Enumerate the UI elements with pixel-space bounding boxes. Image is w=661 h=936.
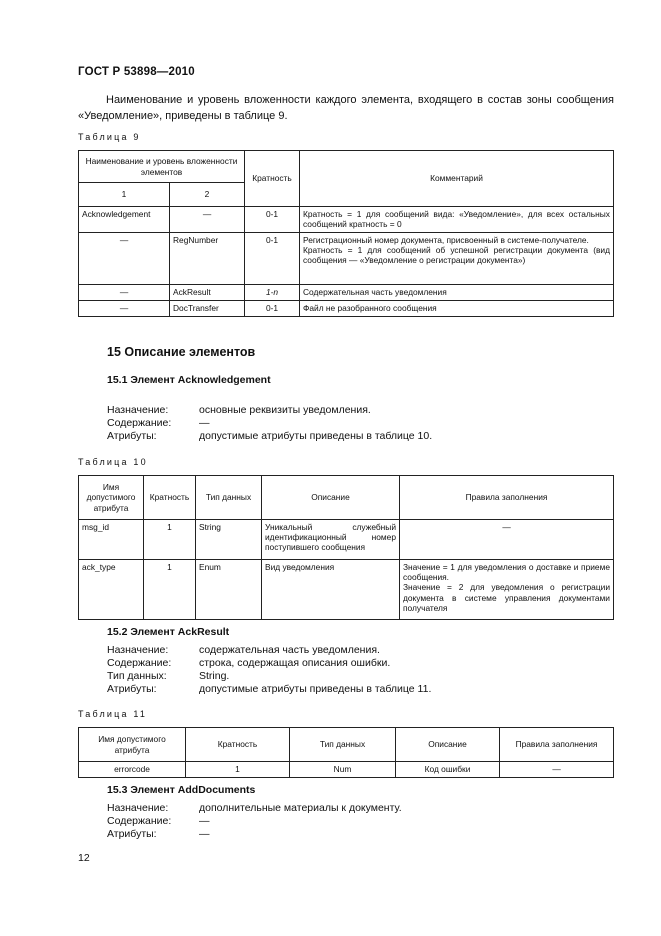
table-row [79, 520, 614, 560]
field-row [107, 417, 210, 430]
table10-rule-line: Значение = 2 для уведомления о регистрации документа в системе управления документами получателя [403, 582, 610, 613]
table9-cell: — [79, 233, 170, 285]
content-label: Содержание: [107, 657, 172, 669]
table10-head-mult: Кратность [144, 476, 196, 520]
attrs-label: Атрибуты: [107, 828, 157, 840]
table9-head-col1: 1 [79, 183, 170, 207]
table9-cell: Файл не разобранного сообщения [300, 301, 614, 317]
table10-caption: Таблица 10 [78, 457, 148, 467]
table10-cell: msg_id [79, 520, 144, 560]
table9-cell: Acknowledgement [79, 207, 170, 233]
purpose-value: содержательная часть уведомления. [199, 644, 380, 656]
table9-comment-line: Регистрационный номер документа, присвоенный в системе-получателе. [303, 235, 589, 245]
table11-cell: — [500, 762, 614, 778]
table10-cell: 1 [144, 560, 196, 620]
content-value: — [199, 417, 210, 429]
table9-cell: — [170, 207, 245, 233]
table9-cell: — [79, 285, 170, 301]
table9-cell: AckResult [170, 285, 245, 301]
table10-cell: String [196, 520, 262, 560]
table-row [79, 301, 614, 317]
table11-head-name: Имя допустимого атрибута [79, 728, 186, 762]
content-value: строка, содержащая описания ошибки. [199, 657, 391, 669]
section-title: 15 Описание элементов [107, 345, 256, 359]
attrs-value: допустимые атрибуты приведены в таблице 11. [199, 683, 432, 695]
table9-cell: RegNumber [170, 233, 245, 285]
table10-cell: ack_type [79, 560, 144, 620]
table11-caption: Таблица 11 [78, 709, 148, 719]
field-row [107, 657, 390, 670]
intro-paragraph: Наименование и уровень вложенности каждого элемента, входящего в состав зоны сообщения «Уведомление», приведены в таблице 9. [78, 94, 614, 122]
table9-cell: 0-1 [245, 207, 300, 233]
purpose-label: Назначение: [107, 802, 169, 814]
table10-cell: Enum [196, 560, 262, 620]
content-value: — [199, 815, 210, 827]
table-row [79, 233, 614, 285]
table11-head-type: Тип данных [290, 728, 396, 762]
table9-head-col2: 2 [170, 183, 245, 207]
table11-cell: Num [290, 762, 396, 778]
content-label: Содержание: [107, 815, 172, 827]
table11 [78, 727, 614, 778]
table10-cell: 1 [144, 520, 196, 560]
attrs-label: Атрибуты: [107, 430, 157, 442]
table9-cell: Содержательная часть уведомления [300, 285, 614, 301]
subsection-15-2-title: 15.2 Элемент AckResult [107, 626, 230, 638]
table10 [78, 475, 614, 620]
page-number: 12 [78, 852, 90, 864]
table9-head-name-level: Наименование и уровень вложенности элементов [79, 151, 245, 183]
table9-cell: DocTransfer [170, 301, 245, 317]
field-row [107, 670, 229, 683]
purpose-label: Назначение: [107, 644, 169, 656]
table10-head-type: Тип данных [196, 476, 262, 520]
field-row [107, 404, 371, 417]
document-header: ГОСТ Р 53898—2010 [78, 66, 195, 78]
table-row [79, 207, 614, 233]
purpose-label: Назначение: [107, 404, 169, 416]
table10-cell: Вид уведомления [262, 560, 400, 620]
subsection-15-1-title: 15.1 Элемент Acknowledgement [107, 374, 271, 386]
table9 [78, 150, 614, 317]
attrs-label: Атрибуты: [107, 683, 157, 695]
purpose-value: дополнительные материалы к документу. [199, 802, 402, 814]
table11-head-mult: Кратность [186, 728, 290, 762]
table9-cell: 0-1 [245, 233, 300, 285]
content-label: Содержание: [107, 417, 172, 429]
subsection-15-3-title: 15.3 Элемент AddDocuments [107, 784, 256, 796]
type-value: String. [199, 670, 230, 682]
field-row [107, 683, 431, 696]
table11-cell: 1 [186, 762, 290, 778]
table11-head-desc: Описание [396, 728, 500, 762]
field-row [107, 828, 210, 841]
purpose-value: основные реквизиты уведомления. [199, 404, 371, 416]
field-row [107, 430, 432, 443]
table10-rule-line: Значение = 1 для уведомления о доставке и приеме сообщения. [403, 562, 610, 583]
table9-cell: — [79, 301, 170, 317]
table11-cell: errorcode [79, 762, 186, 778]
table9-head-comment: Комментарий [300, 151, 614, 207]
field-row [107, 815, 210, 828]
table9-head-multiplicity: Кратность [245, 151, 300, 207]
attrs-value: допустимые атрибуты приведены в таблице 10. [199, 430, 433, 442]
table9-comment-line: Кратность = 1 для сообщений об успешной регистрации документа (вид сообщения — «Уведомление о регистрации документа») [303, 245, 610, 266]
type-label: Тип данных: [107, 670, 167, 682]
table11-cell: Код ошибки [396, 762, 500, 778]
table10-head-name: Имя допустимого атрибута [79, 476, 144, 520]
attrs-value: — [199, 828, 210, 840]
table10-head-desc: Описание [262, 476, 400, 520]
table-row [79, 560, 614, 620]
field-row [107, 644, 380, 657]
table9-cell [300, 233, 614, 285]
table10-cell [400, 560, 614, 620]
field-row [107, 802, 402, 815]
table9-cell: 1-n [245, 285, 300, 301]
table9-caption: Таблица 9 [78, 132, 141, 142]
table10-head-rule: Правила заполнения [400, 476, 614, 520]
table-row [79, 285, 614, 301]
table10-cell: Уникальный служебный идентификационный номер поступившего сообщения [262, 520, 400, 560]
table10-cell: — [400, 520, 614, 560]
table9-cell: 0-1 [245, 301, 300, 317]
table11-head-rule: Правила заполнения [500, 728, 614, 762]
table9-cell: Кратность = 1 для сообщений вида: «Уведомление», для всех остальных сообщений кратность = 0 [300, 207, 614, 233]
table-row [79, 762, 614, 778]
